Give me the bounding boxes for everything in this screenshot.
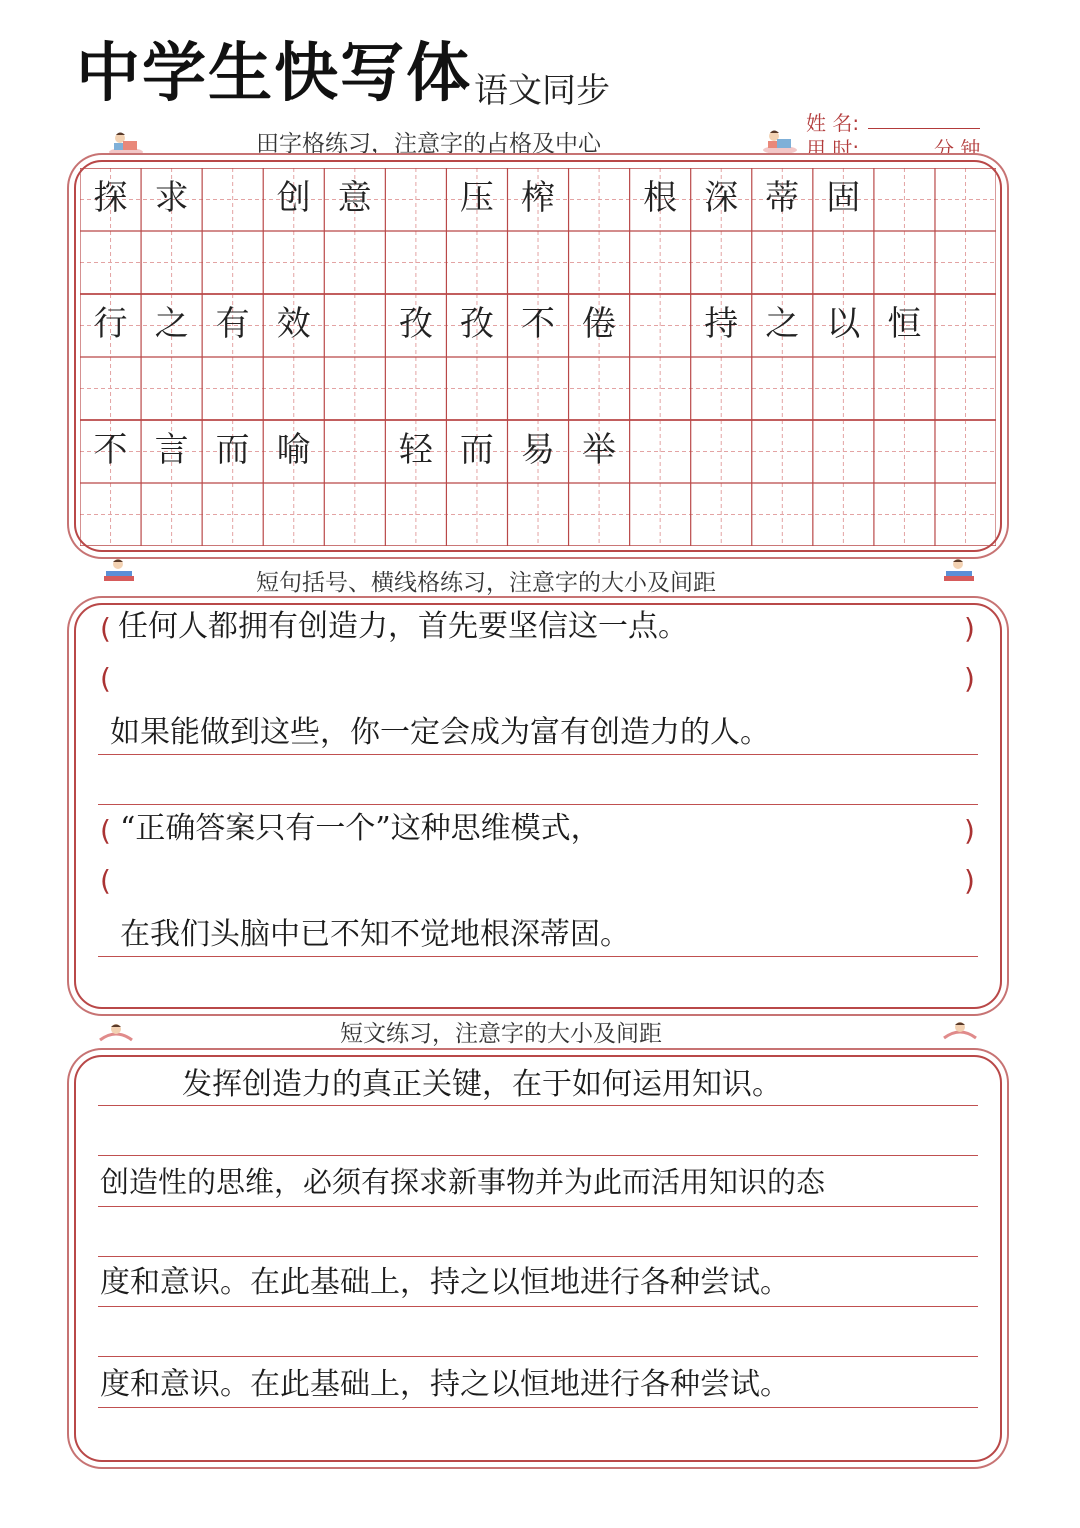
sentence-line: 任何人都拥有创造力，首先要坚信这一点。 xyxy=(118,609,688,644)
ruled-line xyxy=(98,1155,978,1156)
page-subtitle: 语文同步 xyxy=(474,71,610,111)
paren-right: ) xyxy=(964,814,975,847)
grid-character: 轻 xyxy=(398,430,433,470)
grid-character: 压 xyxy=(459,178,494,218)
grid-character: 不 xyxy=(520,304,555,344)
grid-character: 而 xyxy=(459,430,494,470)
ruled-line xyxy=(98,804,978,805)
reading-child-icon xyxy=(106,128,146,158)
ruled-line xyxy=(98,1407,978,1408)
name-field[interactable] xyxy=(868,128,980,129)
grid-character: 意 xyxy=(337,178,372,218)
ruled-line xyxy=(98,1256,978,1257)
grid-character: 以 xyxy=(826,304,861,344)
grid-character: 易 xyxy=(520,430,555,470)
grid-character: 之 xyxy=(154,304,189,344)
time-label: 用 时: xyxy=(806,137,860,161)
time-unit: 分 钟 xyxy=(934,137,981,161)
grid-character: 之 xyxy=(765,304,800,344)
reading-child-icon xyxy=(760,126,800,156)
flying-child-icon xyxy=(96,1018,136,1048)
section2-caption: 短句括号、横线格练习，注意字的大小及间距 xyxy=(256,570,716,596)
paren-right: ) xyxy=(964,612,975,645)
grid-character: 不 xyxy=(93,430,128,470)
sentence-line: “正确答案只有一个”这种思维模式， xyxy=(120,811,601,846)
paren-left: ( xyxy=(100,662,111,695)
grid-character: 创 xyxy=(276,178,311,218)
grid-character: 举 xyxy=(582,430,617,470)
paren-left: ( xyxy=(100,814,111,847)
paren-left: ( xyxy=(100,612,111,645)
grid-character: 而 xyxy=(215,430,250,470)
section1-caption: 田字格练习，注意字的占格及中心 xyxy=(256,131,601,157)
grid-character: 探 xyxy=(93,178,128,218)
flying-child-icon xyxy=(940,1016,980,1046)
grid-character: 行 xyxy=(93,304,128,344)
paragraph-line: 度和意识。在此基础上，持之以恒地进行各种尝试。 xyxy=(100,1265,790,1300)
ruled-line xyxy=(98,1306,978,1307)
name-label: 姓 名: xyxy=(806,111,860,135)
grid-character: 恒 xyxy=(887,304,922,344)
page-title: 中学生快写体 xyxy=(76,36,472,111)
paragraph-line: 发挥创造力的真正关键，在于如何运用知识。 xyxy=(182,1067,782,1102)
grid-character: 根 xyxy=(643,178,678,218)
grid-character: 有 xyxy=(215,304,250,344)
grid-lines xyxy=(80,168,996,546)
ruled-line xyxy=(98,1206,978,1207)
sentence-line: 在我们头脑中已不知不觉地根深蒂固。 xyxy=(120,917,630,952)
section3-caption: 短文练习，注意字的大小及间距 xyxy=(340,1021,662,1047)
sentence-line: 如果能做到这些，你一定会成为富有创造力的人。 xyxy=(110,715,770,750)
books-child-icon xyxy=(940,556,980,586)
grid-character: 倦 xyxy=(582,304,617,344)
paragraph-line: 创造性的思维，必须有探求新事物并为此而活用知识的态 xyxy=(100,1165,826,1199)
ruled-line xyxy=(98,754,978,755)
paragraph-line: 度和意识。在此基础上，持之以恒地进行各种尝试。 xyxy=(100,1367,790,1402)
grid-character: 深 xyxy=(704,178,739,218)
grid-character: 蒂 xyxy=(765,178,800,218)
grid-character: 孜 xyxy=(398,304,433,344)
ruled-line xyxy=(98,1105,978,1106)
paren-right: ) xyxy=(964,864,975,897)
paren-right: ) xyxy=(964,662,975,695)
grid-character: 言 xyxy=(154,430,189,470)
grid-character: 孜 xyxy=(459,304,494,344)
tianzige-grid xyxy=(80,168,996,546)
ruled-line xyxy=(98,956,978,957)
ruled-line xyxy=(98,1356,978,1357)
grid-character: 持 xyxy=(704,304,739,344)
grid-character: 固 xyxy=(826,178,861,218)
grid-character: 喻 xyxy=(276,430,311,470)
grid-character: 效 xyxy=(276,304,311,344)
grid-character: 求 xyxy=(154,178,189,218)
grid-character: 榨 xyxy=(520,178,555,218)
paren-left: ( xyxy=(100,864,111,897)
books-child-icon xyxy=(100,556,140,586)
